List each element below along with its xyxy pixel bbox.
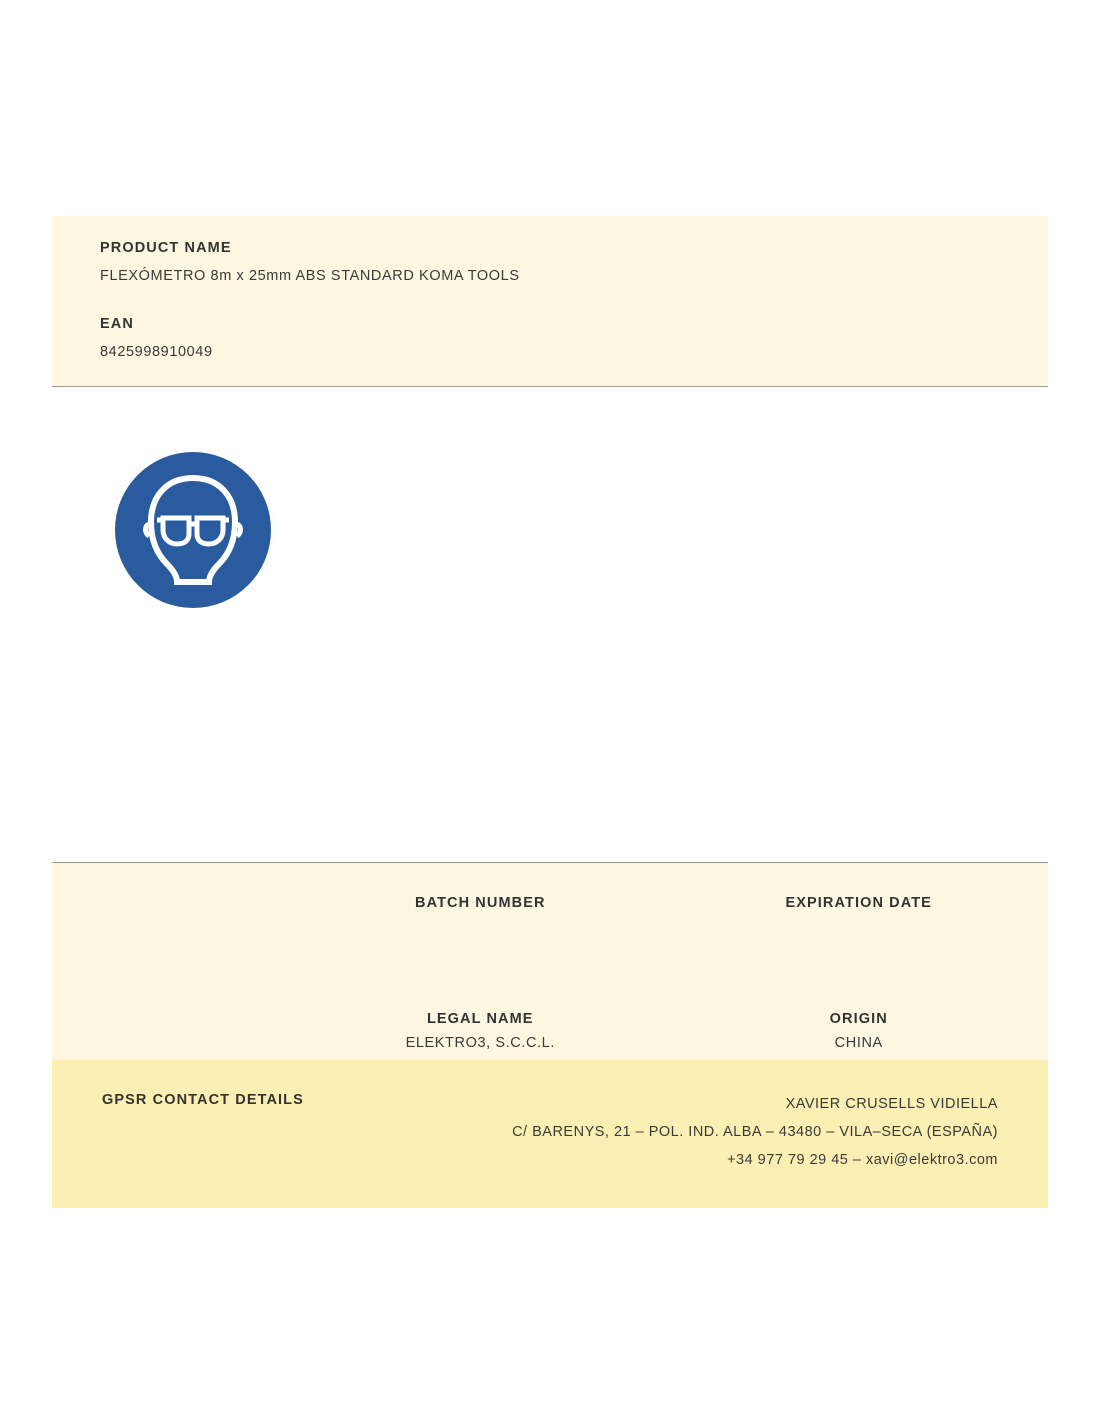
batch-row-spacer: [52, 881, 291, 937]
batch-number-cell: [291, 881, 669, 937]
gpsr-contact-label: GPSR CONTACT DETAILS: [102, 1092, 304, 1108]
legal-name-label: LEGAL NAME: [426, 1011, 534, 1027]
product-name-label: PRODUCT NAME: [100, 240, 232, 256]
batch-legal-block: [52, 862, 1048, 1076]
gpsr-contact-lines: [478, 1090, 998, 1174]
legal-row: [52, 997, 1048, 1053]
legal-name-cell: [291, 997, 669, 1053]
expiration-date-cell: [670, 881, 1048, 937]
info-row-gap: [52, 937, 1048, 997]
gpsr-contact-phone-email: +34 977 79 29 45 – xavi@elektro3.com: [727, 1152, 998, 1168]
pictogram-area: [52, 420, 1048, 840]
origin-value: CHINA: [834, 1035, 883, 1051]
expiration-date-label: EXPIRATION DATE: [785, 895, 932, 911]
batch-number-value: [291, 911, 669, 937]
ean-value: 8425998910049: [100, 344, 213, 360]
origin-cell: [670, 997, 1048, 1053]
eye-protection-icon: [115, 452, 271, 608]
gpsr-contact-name: XAVIER CRUSELLS VIDIELLA: [785, 1096, 998, 1112]
gpsr-contact-address: C/ BARENYS, 21 – POL. IND. ALBA – 43480 – VILA–SECA (ESPAÑA): [512, 1124, 998, 1140]
legal-row-spacer: [52, 997, 291, 1053]
ean-label: EAN: [100, 316, 134, 332]
expiration-date-value: [670, 911, 1048, 937]
product-info-block: [52, 216, 1048, 387]
batch-number-label: BATCH NUMBER: [415, 895, 546, 911]
legal-name-value: ELEKTRO3, S.C.C.L.: [405, 1035, 555, 1051]
product-name-value: FLEXÓMETRO 8m x 25mm ABS STANDARD KOMA TOOLS: [100, 268, 520, 284]
batch-row: [52, 881, 1048, 937]
origin-label: ORIGIN: [829, 1011, 888, 1027]
gpsr-contact-block: [52, 1060, 1048, 1208]
block-spacer: [100, 284, 1000, 316]
